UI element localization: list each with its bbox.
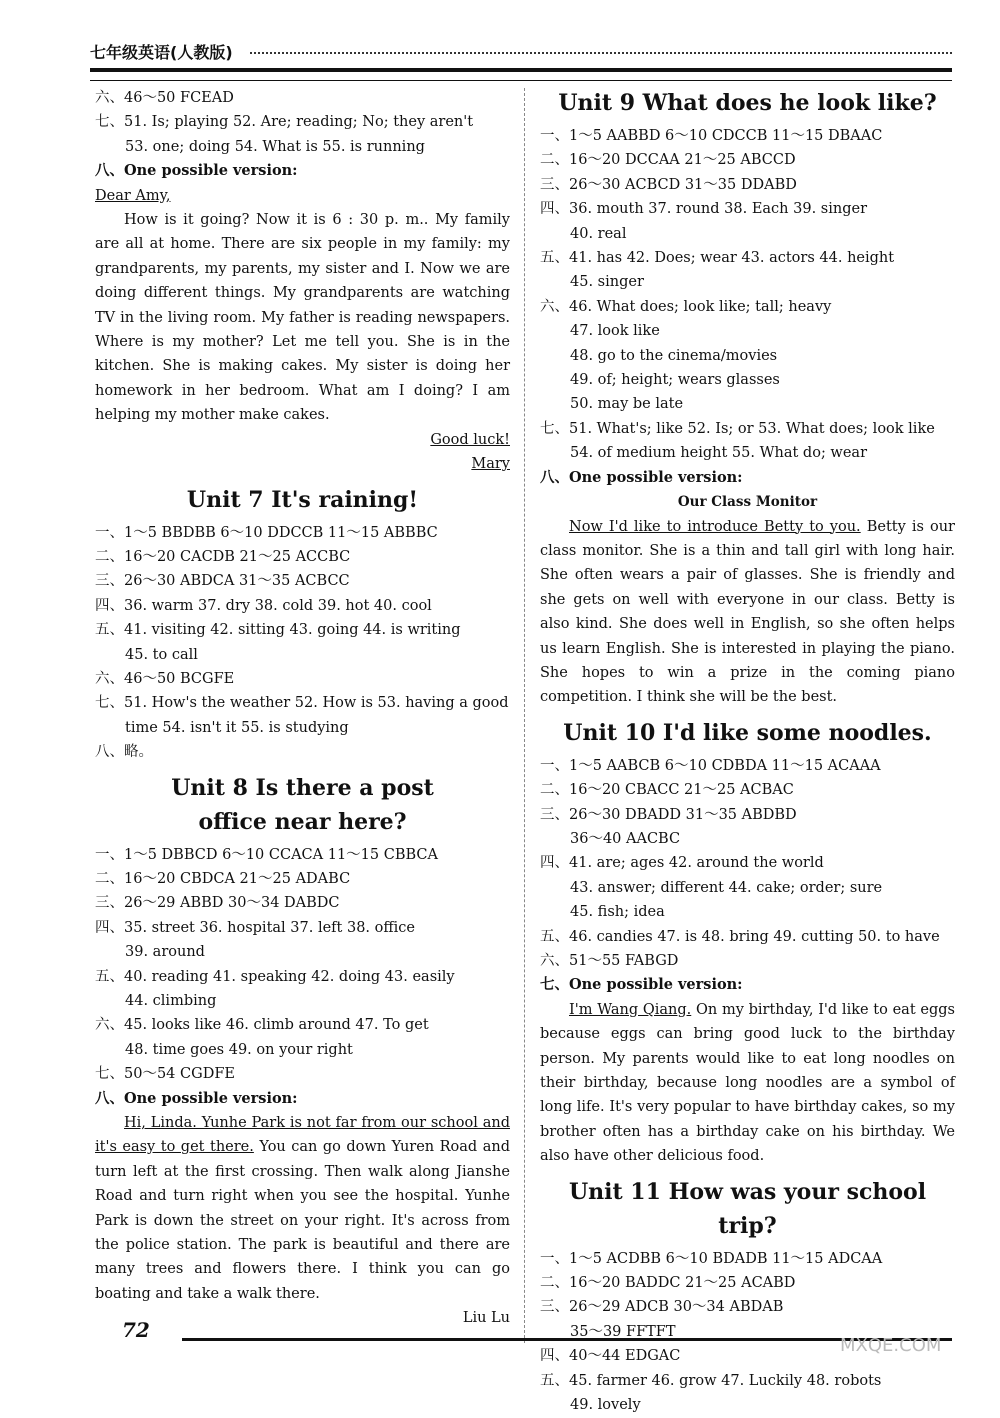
answer-line: 七、51. What's; like 52. Is; or 53. What does; look like — [540, 420, 935, 437]
answer-line: 49. of; height; wears glasses — [570, 372, 780, 389]
answer-line: 四、41. are; ages 42. around the world — [540, 855, 824, 872]
answer-line: 47. look like — [570, 323, 660, 340]
essay-text: You can go down Yuren Road and turn left at the first crossing. Then walk along Jianshe Road and turn right when you see the hospital. Yunhe Park is down the street on your right. It's across from the police station. The park is beautiful and there are many trees and flowers there. I think you can go boating and take a walk there. — [95, 1139, 510, 1302]
unit11-title: Unit 11 How was your school trip? — [568, 1178, 927, 1239]
unit9-title: Unit 9 What does he look like? — [558, 90, 937, 116]
essay-text: Betty is our class monitor. She is a thin and tall girl with long hair. She often wears a pair of glasses. She is friendly and she gets on well with everyone in our class. Betty is also kind. She does well in English, so she often helps us learn English. She is interested in playing the piano. She hopes to win a prize in the coming piano competition. I think she will be the best. — [540, 518, 955, 706]
letter-signature: Mary — [471, 456, 510, 473]
answer-line: 五、40. reading 41. speaking 42. doing 43. easily — [95, 968, 455, 985]
footer-rule — [182, 1338, 952, 1341]
answer-line: 一、1～5 DBBCD 6～10 CCACA 11～15 CBBCA — [95, 846, 438, 863]
answer-line: 二、16～20 BADDC 21～25 ACABD — [540, 1275, 796, 1292]
answer-line: 三、26～30 ABDCA 31～35 ACBCC — [95, 573, 350, 590]
answer-line: 二、16～20 CBACC 21～25 ACBAC — [540, 782, 794, 799]
letter-closing: Good luck! — [430, 431, 510, 448]
page-footer — [92, 1318, 952, 1358]
answer-line: 八、One possible version: — [95, 1089, 298, 1107]
answer-line: 三、26～29 ABBD 30～34 DABDC — [95, 895, 340, 912]
answer-line: time 54. isn't it 55. is studying — [125, 719, 349, 736]
answer-line: 48. go to the cinema/movies — [570, 347, 778, 364]
answer-line: 一、1～5 AABCB 6～10 CDBDA 11～15 ACAAA — [540, 757, 881, 774]
answer-line: 49. lovely — [570, 1397, 641, 1414]
essay-title: Our Class Monitor — [677, 494, 818, 511]
answer-line: 一、1～5 ACDBB 6～10 BDADB 11～15 ADCAA — [540, 1250, 883, 1267]
essay-text: On my birthday, I'd like to eat eggs because eggs can bring good luck to the birthday person. My parents would like to eat long noodles on their birthday, because long noodles are a symbol of long life. It's very popular to have birthday cakes, so my brother often has a birthday cake on his birthday. We also have other delicious food. — [540, 1001, 955, 1165]
answer-line: 40. real — [570, 225, 627, 242]
answer-line: 45. fish; idea — [570, 904, 665, 921]
left-column — [95, 86, 510, 1331]
answer-line: 45. to call — [125, 646, 198, 663]
page-header — [90, 40, 952, 80]
unit8-title-line1: Unit 8 Is there a post — [171, 774, 434, 801]
unit10-essay — [540, 998, 955, 1169]
header-title: 七年级英语(人教版) — [90, 43, 233, 62]
answer-line: 六、46. What does; look like; tall; heavy — [540, 298, 832, 315]
unit8-essay — [95, 1111, 510, 1306]
answer-line: 39. around — [125, 944, 205, 961]
answer-line: 三、26～30 DBADD 31～35 ABDBD — [540, 806, 797, 823]
watermark-text: MXQE.COM — [840, 1335, 942, 1356]
essay-underlined-opening: Hi, Linda. Yunhe Park is not far from our school and it's easy to get there. — [95, 1115, 510, 1156]
letter-body-text: How is it going? Now it is 6 : 30 p. m.. My family are all at home. There are six people in my family: my grandparents, my parents, my sister and I. Now we are doing different things. My grandparents are watching TV in the living room. My father is reading newspapers. Where is my mother? Let me tell you. She is in the kitchen. She is making cakes. My sister is doing her homework in her bedroom. What am I doing? I am helping my mother make cakes. — [95, 212, 510, 424]
answer-line: 七、51. Is; playing 52. Are; reading; No; they aren't — [95, 114, 474, 131]
answer-line: 53. one; doing 54. What is 55. is running — [125, 138, 425, 155]
answer-line: 二、16～20 DCCAA 21～25 ABCCD — [540, 152, 796, 169]
answer-line: 六、45. looks like 46. climb around 47. To get — [95, 1017, 429, 1034]
answer-line: 四、36. warm 37. dry 38. cold 39. hot 40. cool — [95, 597, 432, 614]
page-number: 72 — [122, 1318, 150, 1342]
essay-underlined-opening: Now I'd like to introduce Betty to you. — [569, 518, 861, 535]
answer-line: 54. of medium height 55. What do; wear — [570, 445, 868, 462]
answer-line: 五、45. farmer 46. grow 47. Luckily 48. robots — [540, 1372, 882, 1389]
answer-line: 八、略。 — [95, 744, 153, 761]
answer-line: 七、50～54 CGDFE — [95, 1066, 235, 1083]
answer-line: 六、46～50 BCGFE — [95, 670, 235, 687]
header-decorative-bar — [90, 68, 952, 81]
answer-line: 四、40～44 EDGAC — [540, 1348, 681, 1365]
answer-line: 五、41. has 42. Does; wear 43. actors 44. height — [540, 250, 895, 267]
answer-line: 三、26～29 ADCB 30～34 ABDAB — [540, 1299, 784, 1316]
answer-line: 43. answer; different 44. cake; order; sure — [570, 879, 883, 896]
answer-line: 35～39 FFTFT — [570, 1323, 676, 1340]
answer-line: 一、1～5 AABBD 6～10 CDCCB 11～15 DBAAC — [540, 128, 883, 144]
answer-line: 六、46～50 FCEAD — [95, 90, 234, 106]
letter-body — [95, 208, 510, 428]
answer-line: 八、One possible version: — [95, 162, 298, 180]
answer-line: 五、46. candies 47. is 48. bring 49. cutting 50. to have — [540, 928, 940, 945]
answer-line: 一、1～5 BBDBB 6～10 DDCCB 11～15 ABBBC — [95, 524, 438, 541]
answer-line: 四、35. street 36. hospital 37. left 38. office — [95, 919, 416, 936]
unit8-title-line2: office near here? — [198, 808, 407, 835]
essay-underlined-opening: I'm Wang Qiang. — [569, 1001, 692, 1018]
answer-line: 48. time goes 49. on your right — [125, 1041, 353, 1058]
answer-line: 六、51～55 FABGD — [540, 953, 679, 969]
answer-line: 36～40 AACBC — [570, 830, 681, 847]
answer-line: 50. may be late — [570, 396, 684, 413]
right-column — [540, 86, 955, 1418]
answer-line: 44. climbing — [125, 993, 217, 1009]
answer-line: 二、16～20 CBDCA 21～25 ADABC — [95, 870, 351, 887]
answer-line: 二、16～20 CACDB 21～25 ACCBC — [95, 548, 351, 565]
answer-line: 五、41. visiting 42. sitting 43. going 44. is writing — [95, 622, 461, 639]
essay-signature: Liu Lu — [462, 1310, 510, 1327]
answer-line: 四、36. mouth 37. round 38. Each 39. singer — [540, 201, 868, 218]
letter-greeting: Dear Amy, — [95, 187, 171, 204]
answer-line: 八、One possible version: — [540, 468, 743, 486]
answer-line: 七、One possible version: — [540, 976, 743, 994]
unit10-title: Unit 10 I'd like some noodles. — [563, 719, 932, 746]
column-divider — [524, 88, 525, 1343]
answer-line: 三、26～30 ACBCD 31～35 DDABD — [540, 176, 797, 193]
header-dotted-rule — [250, 52, 952, 54]
unit7-title: Unit 7 It's raining! — [186, 486, 419, 513]
unit9-essay — [540, 515, 955, 710]
answer-line: 45. singer — [570, 274, 644, 291]
answer-line: 七、51. How's the weather 52. How is 53. having a good — [95, 695, 509, 712]
